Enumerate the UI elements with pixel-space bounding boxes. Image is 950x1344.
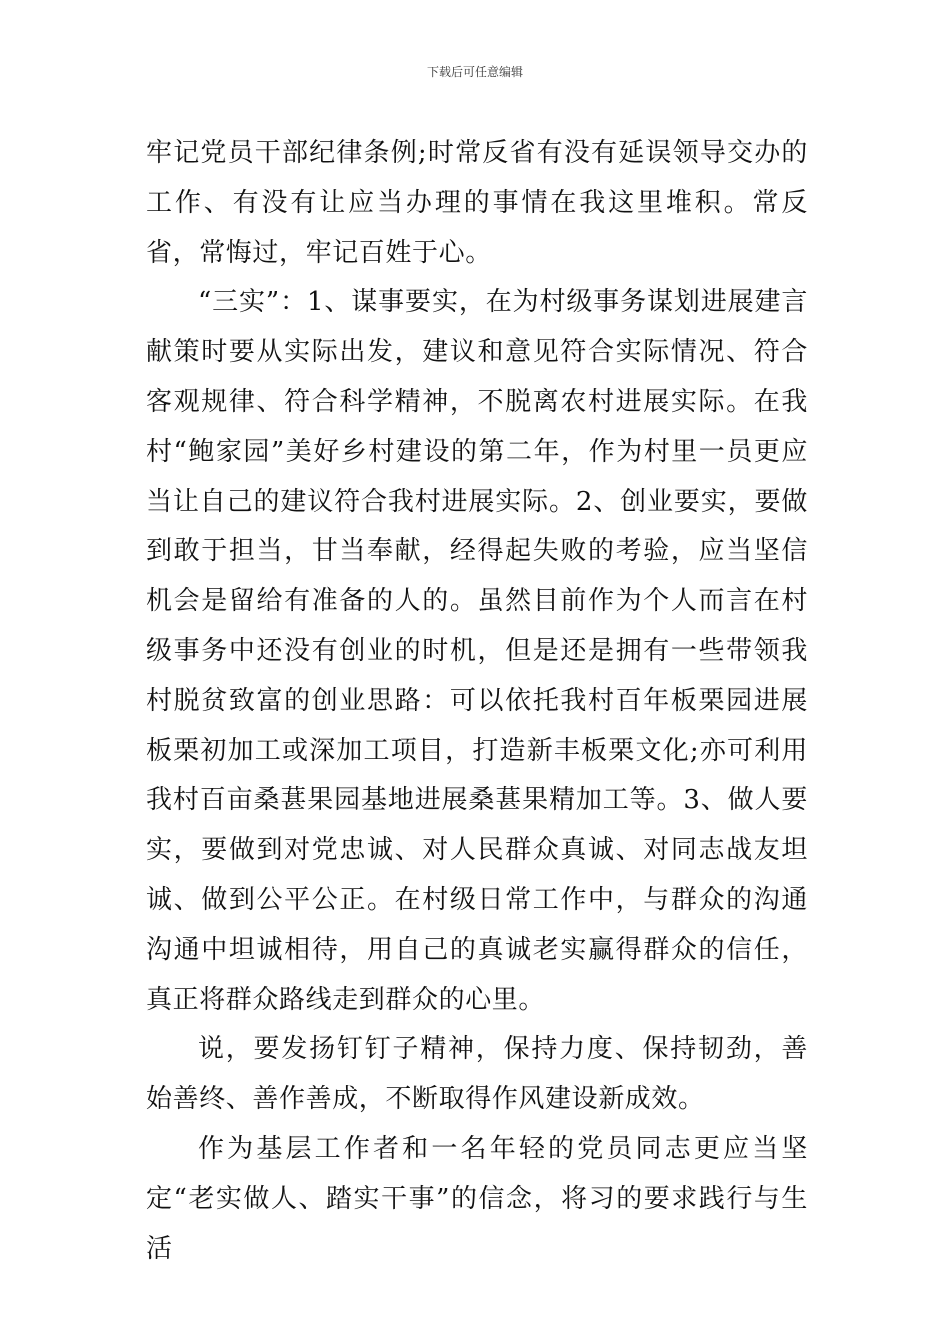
document-body (146, 129, 808, 1274)
page-header: 下载后可任意编辑 (426, 65, 523, 79)
paragraph: 作为基层工作者和一名年轻的党员同志更应当坚定“老实做人、踏实干事”的信念，将习的要求践行与生活 (146, 1133, 808, 1264)
paragraph: “三实”：1、谋事要实，在为村级事务谋划进展建言献策时要从实际出发，建议和意见符合实际情况、符合客观规律、符合科学精神，不脱离农村进展实际。在我村“鲍家园”美好乡村建设的第二年，作为村里一员更应当让自己的建议符合我村进展实际。2、创业要实，要做到敢于担当，甘当奉献，经得起失败的考验，应当坚信机会是留给有准备的人的。虽然目前作为个人而言在村级事务中还没有创业的时机，但是还是拥有一些带领我村脱贫致富的创业思路：可以依托我村百年板栗园进展板栗初加工或深加工项目，打造新丰板栗文化;亦可利用我村百亩桑葚果园基地进展桑葚果精加工等。3、做人要实，要做到对党忠诚、对人民群众真诚、对同志战友坦诚、做到公平公正。在村级日常工作中，与群众的沟通沟通中坦诚相待，用自己的真诚老实赢得群众的信任，真正将群众路线走到群众的心里。 (146, 287, 808, 1015)
paragraph: 说，要发扬钉钉子精神，保持力度、保持韧劲，善始善终、善作善成，不断取得作风建设新成效。 (146, 1034, 808, 1115)
paragraph: 牢记党员干部纪律条例;时常反省有没有延误领导交办的工作、有没有让应当办理的事情在我这里堆积。常反省，常悔过，牢记百姓于心。 (146, 138, 808, 268)
